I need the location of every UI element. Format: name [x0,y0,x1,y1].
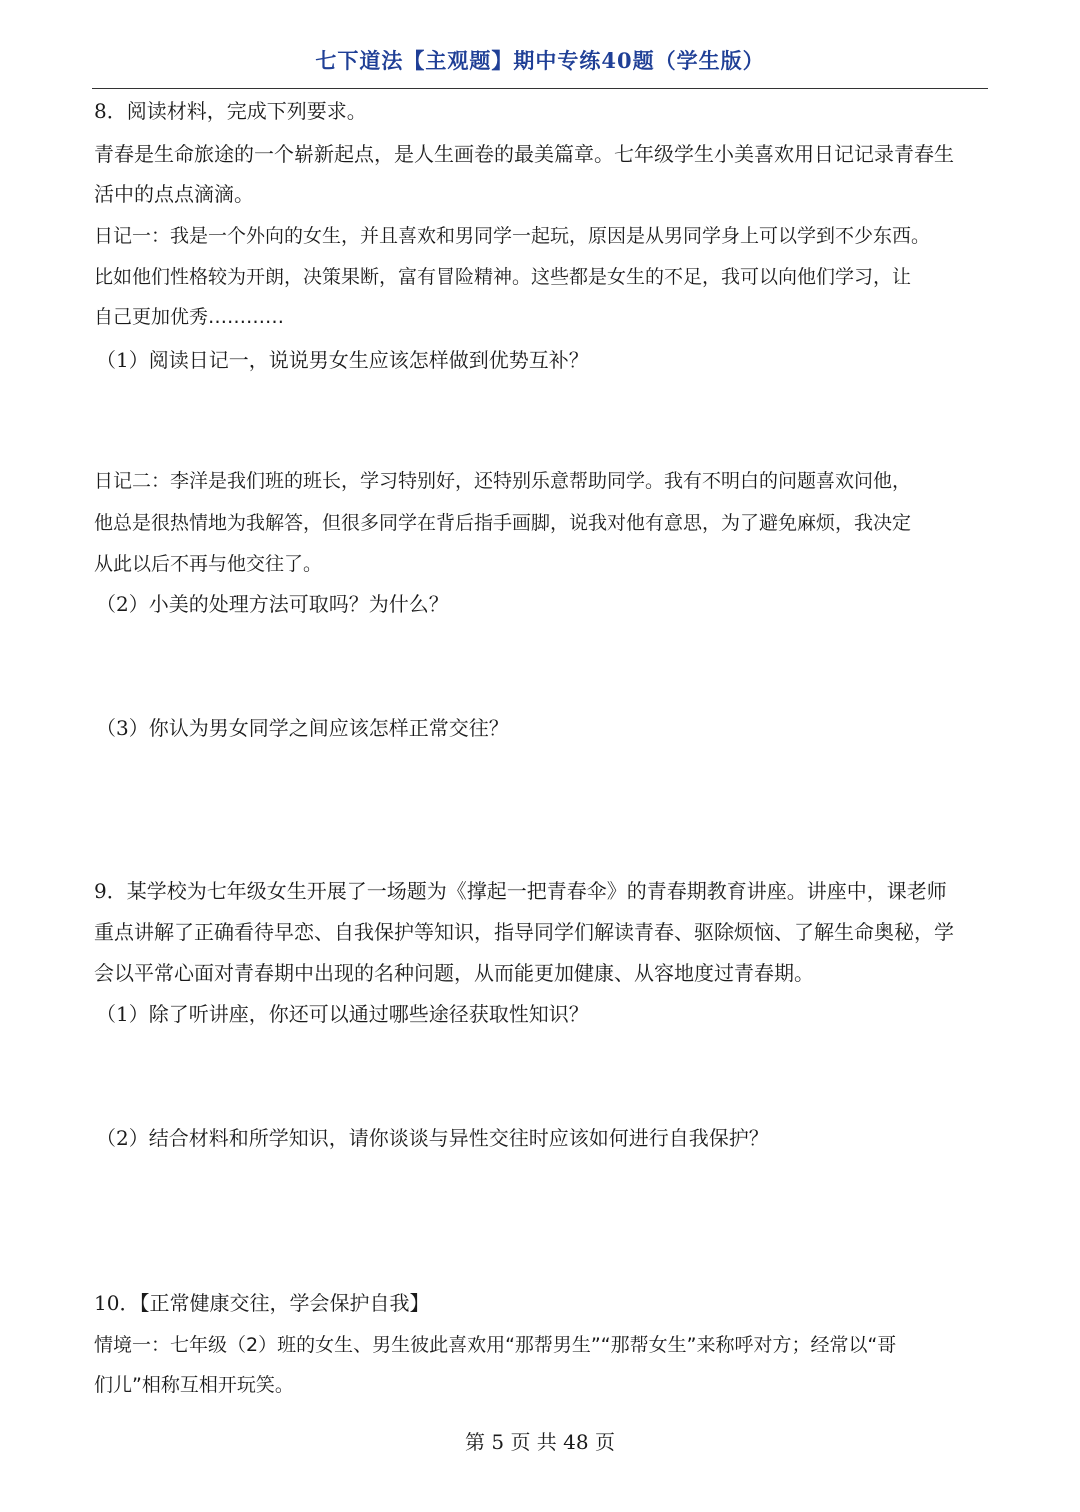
q9-subquestion-2: （2）结合材料和所学知识，请你谈谈与异性交往时应该如何进行自我保护？ [96,1126,769,1150]
q8-diary1-line-3: 自己更加优秀………… [94,306,285,328]
q8-subquestion-2: （2）小美的处理方法可取吗？为什么？ [96,592,449,616]
q8-intro-line-1: 青春是生命旅途的一个崭新起点，是人生画卷的最美篇章。七年级学生小美喜欢用日记记录青春生 [94,142,954,166]
q8-stem: 8．阅读材料，完成下列要求。 [94,99,367,123]
q8-subquestion-3: （3）你认为男女同学之间应该怎样正常交往？ [96,716,509,740]
q9-stem-line-1: 9．某学校为七年级女生开展了一场题为《撑起一把青春伞》的青春期教育讲座。讲座中，课老师 [94,879,947,903]
q10-title: 10．【正常健康交往，学会保护自我】 [94,1291,430,1315]
header-divider [92,88,988,89]
q8-subquestion-1: （1）阅读日记一，说说男女生应该怎样做到优势互补？ [96,348,589,372]
q10-scene1-line-2: 们儿”相称互相开玩笑。 [94,1374,294,1396]
q8-diary2-line-1: 日记二：李洋是我们班的班长，学习特别好，还特别乐意帮助同学。我有不明白的问题喜欢问他， [94,470,912,492]
q9-stem-line-3: 会以平常心面对青春期中出现的名种问题，从而能更加健康、从容地度过青春期。 [94,961,814,985]
q9-stem-line-2: 重点讲解了正确看待早恋、自我保护等知识，指导同学们解读青春、驱除烦恼、了解生命奥秘，学 [94,920,954,944]
page-number-footer: 第 5 页 共 48 页 [465,1430,615,1454]
q8-diary2-line-2: 他总是很热情地为我解答，但很多同学在背后指手画脚，说我对他有意思，为了避免麻烦，我决定 [94,512,912,534]
q8-diary1-line-2: 比如他们性格较为开朗，决策果断，富有冒险精神。这些都是女生的不足，我可以向他们学习，让 [94,266,912,288]
page-header-title: 七下道法【主观题】期中专练40题（学生版） [315,48,765,73]
q8-intro-line-2: 活中的点点滴滴。 [94,182,254,206]
q9-subquestion-1: （1）除了听讲座，你还可以通过哪些途径获取性知识？ [96,1002,589,1026]
q8-diary1-line-1: 日记一：我是一个外向的女生，并且喜欢和男同学一起玩，原因是从男同学身上可以学到不少东西。 [94,225,931,247]
q10-scene1-line-1: 情境一：七年级（2）班的女生、男生彼此喜欢用“那帮男生”“那帮女生”来称呼对方；经常以“哥 [94,1334,897,1356]
q8-diary2-line-3: 从此以后不再与他交往了。 [94,553,323,575]
